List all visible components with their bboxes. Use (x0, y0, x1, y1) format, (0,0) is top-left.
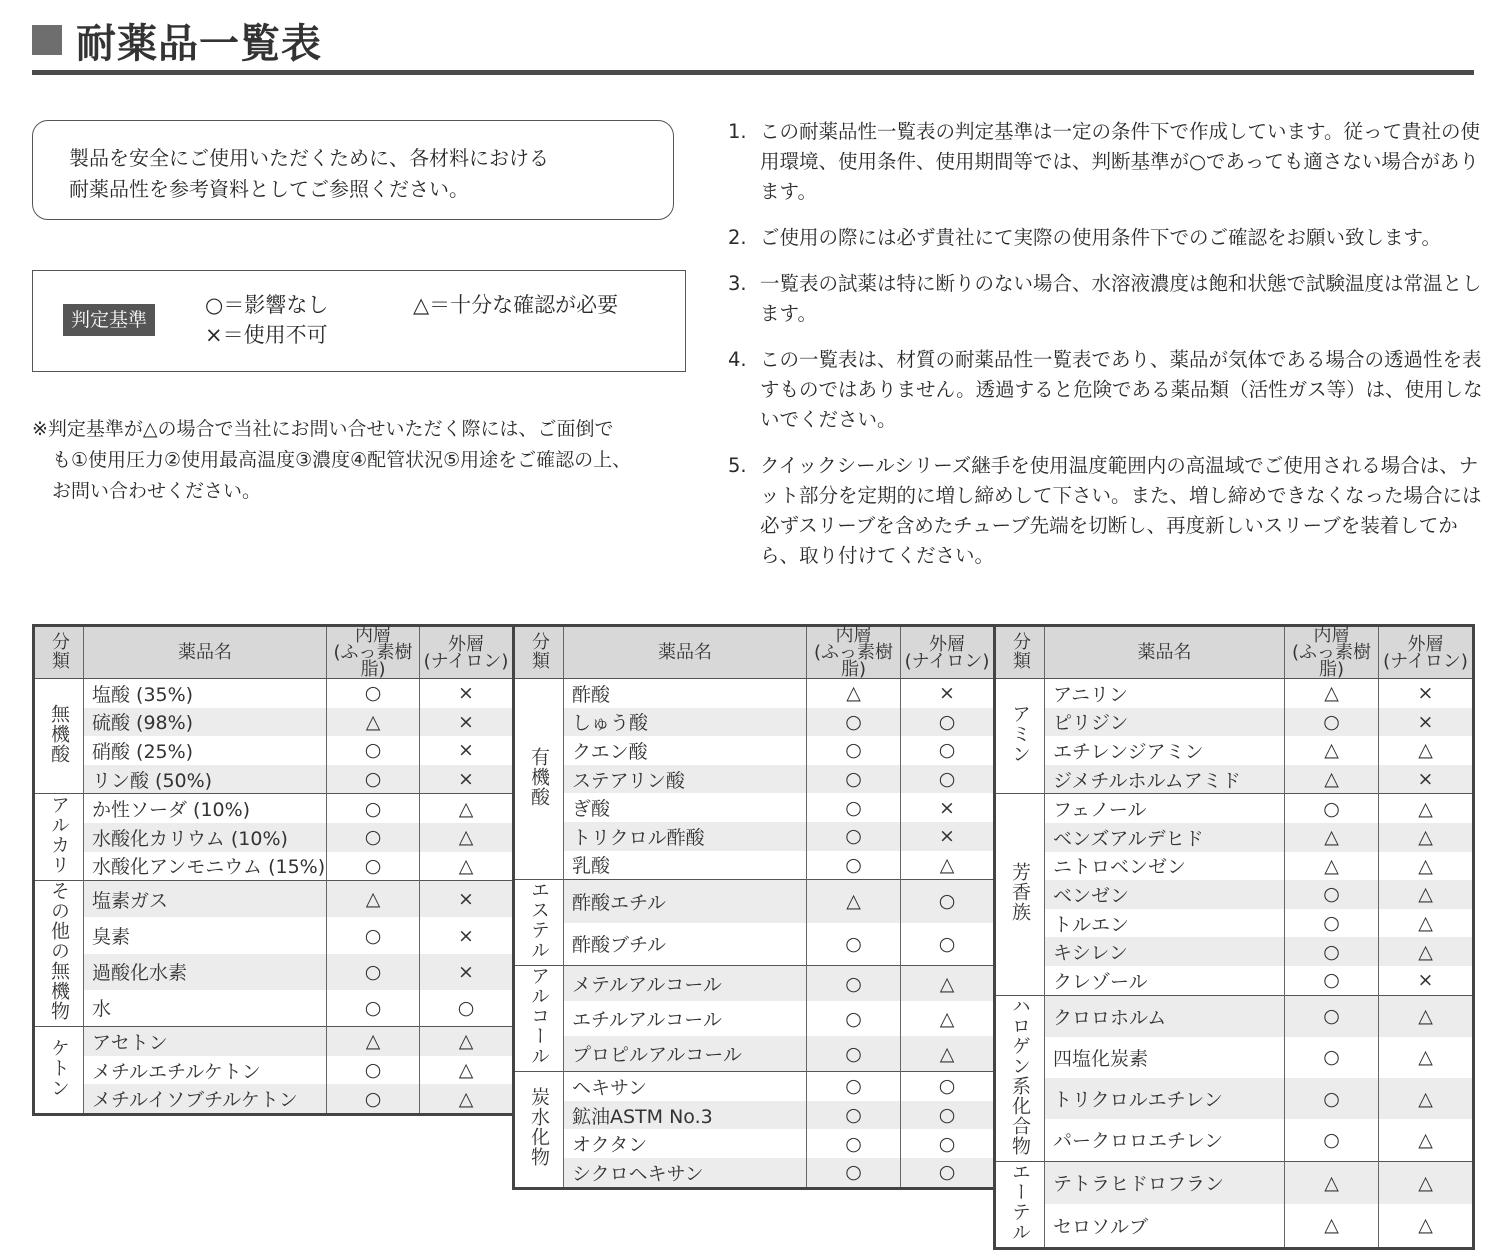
chemical-name: トリクロルエチレン (1045, 1078, 1285, 1119)
chemical-name: エチレンジアミン (1045, 736, 1285, 765)
outer-rating: △ (1379, 937, 1474, 966)
inner-rating: ○ (1285, 880, 1379, 909)
inner-rating: ○ (327, 1084, 420, 1114)
inner-rating: ○ (807, 1158, 901, 1188)
inner-rating: ○ (807, 793, 901, 822)
table-row (514, 1101, 995, 1130)
outer-rating: ○ (901, 1129, 995, 1158)
inner-rating: ○ (327, 954, 420, 990)
table-row (514, 793, 995, 822)
note-text: ご使用の際には必ず貴社にて実際の使用条件下でのご確認をお願い致します。 (760, 226, 1441, 249)
table-body (995, 679, 1474, 1249)
header-inner-title: 内層 (835, 625, 872, 646)
inner-rating: △ (1285, 679, 1379, 708)
table-row (34, 852, 514, 881)
chemical-name: ベンズアルデヒド (1045, 823, 1285, 852)
note-number: 4. (728, 348, 747, 371)
table-row (995, 1078, 1474, 1119)
table-row (514, 1001, 995, 1036)
note-text: この一覧表は、材質の耐薬品性一覧表であり、薬品が気体である場合の透過性を表すものではありません。透過すると危険である薬品類（活性ガス等）は、使用しないでください。 (760, 348, 1483, 431)
outer-rating: △ (1379, 794, 1474, 823)
outer-rating: × (1379, 679, 1474, 708)
inner-rating: ○ (1285, 1078, 1379, 1119)
chemical-name: クレゾール (1045, 966, 1285, 995)
header-name: 薬品名 (84, 626, 327, 679)
outer-rating: △ (1379, 880, 1474, 909)
table-body (34, 679, 514, 1115)
outer-rating: ○ (901, 708, 995, 737)
outer-rating: × (901, 822, 995, 851)
chemical-name: しゅう酸 (564, 708, 807, 737)
inner-rating: ○ (807, 822, 901, 851)
category-label: 芳香族 (1009, 861, 1031, 922)
category-label: ハロゲン系化合物 (1009, 995, 1031, 1156)
inner-rating: ○ (327, 765, 420, 794)
chemical-name: トルエン (1045, 909, 1285, 938)
table-row (34, 881, 514, 918)
outer-rating: × (901, 793, 995, 822)
outer-rating: △ (1379, 1078, 1474, 1119)
inner-rating: ○ (1285, 708, 1379, 737)
chemical-name: 硫酸 (98%) (84, 708, 327, 737)
chemical-name: ジメチルホルムアミド (1045, 765, 1285, 794)
outer-rating: △ (901, 851, 995, 880)
category-label: 炭水化物 (528, 1086, 550, 1167)
inner-rating: △ (327, 1027, 420, 1056)
category-cell (995, 794, 1045, 995)
chemical-name: ベンゼン (1045, 880, 1285, 909)
outer-rating: △ (420, 1084, 514, 1114)
category-cell (514, 966, 564, 1072)
inner-rating: △ (1285, 736, 1379, 765)
category-label: エステル (528, 880, 550, 961)
inner-rating: ○ (807, 1072, 901, 1101)
header-outer (420, 626, 514, 679)
chemical-name: キシレン (1045, 937, 1285, 966)
header-outer-title: 外層 (1407, 633, 1444, 655)
category-cell (995, 1161, 1045, 1248)
chemical-name: 水酸化カリウム (10%) (84, 823, 327, 852)
table-row (995, 966, 1474, 995)
table-row (34, 1084, 514, 1114)
chemical-name: テトラヒドロフラン (1045, 1161, 1285, 1204)
table-header (34, 626, 514, 679)
table-row (34, 794, 514, 823)
table-row (995, 1204, 1474, 1248)
category-cell (995, 995, 1045, 1161)
inner-rating: ○ (807, 923, 901, 966)
table-row (34, 823, 514, 852)
inner-rating: △ (327, 881, 420, 918)
chemical-name: 水 (84, 990, 327, 1027)
outer-rating: △ (1379, 852, 1474, 881)
table-row (34, 736, 514, 765)
footnote-line: も①使用圧力②使用最高温度③濃度④配管状況⑤用途をご確認の上、 (52, 449, 632, 471)
criteria-label: 判定基準 (63, 304, 155, 336)
chemical-name: メテルアルコール (564, 966, 807, 1002)
table-row (995, 995, 1474, 1037)
header-inner (327, 626, 420, 679)
inner-rating: ○ (327, 990, 420, 1027)
inner-rating: ○ (1285, 1119, 1379, 1161)
inner-rating: ○ (1285, 909, 1379, 938)
table-row (995, 909, 1474, 938)
chemical-name: 硝酸 (25%) (84, 736, 327, 765)
category-cell (514, 880, 564, 966)
table-row (34, 1056, 514, 1085)
chemical-name: エチルアルコール (564, 1001, 807, 1036)
chemical-name: リン酸 (50%) (84, 765, 327, 794)
chemical-name: ピリジン (1045, 708, 1285, 737)
category-cell (34, 794, 84, 881)
header-outer (1379, 626, 1474, 679)
header-outer-material: (ナイロン) (423, 650, 509, 672)
criteria-legend (32, 270, 686, 372)
outer-rating: × (1379, 966, 1474, 995)
inner-rating: ○ (327, 917, 420, 953)
outer-rating: ○ (420, 990, 514, 1027)
header-outer-title: 外層 (448, 633, 484, 655)
outer-rating: △ (420, 1027, 514, 1056)
table-row (514, 923, 995, 966)
header-outer-title: 外層 (929, 633, 965, 655)
chemical-name: シクロヘキサン (564, 1158, 807, 1188)
inner-rating: ○ (327, 736, 420, 765)
outer-rating: ○ (901, 880, 995, 923)
outer-rating: △ (420, 852, 514, 881)
chemical-name: 水酸化アンモニウム (15%) (84, 852, 327, 881)
header-row (995, 626, 1474, 679)
table-row (995, 736, 1474, 765)
table-row (514, 1036, 995, 1072)
inner-rating: ○ (807, 1101, 901, 1130)
outer-rating: ○ (901, 923, 995, 966)
category-cell (514, 679, 564, 880)
outer-rating: △ (1379, 995, 1474, 1037)
table-row (995, 823, 1474, 852)
header-outer-material: (ナイロン) (904, 650, 990, 672)
inner-rating: ○ (1285, 995, 1379, 1037)
outer-rating: △ (420, 1056, 514, 1085)
chemical-name: 過酸化水素 (84, 954, 327, 990)
outer-rating: △ (1379, 736, 1474, 765)
inner-rating: ○ (1285, 937, 1379, 966)
table-row (34, 1027, 514, 1056)
outer-rating: ○ (901, 765, 995, 794)
chemical-name: クエン酸 (564, 736, 807, 765)
outer-rating: × (420, 679, 514, 708)
title-square-icon (32, 25, 62, 55)
header-category (995, 626, 1045, 679)
table-row (995, 937, 1474, 966)
chemical-name: アニリン (1045, 679, 1285, 708)
category-label: アミン (1009, 703, 1031, 764)
category-cell (995, 679, 1045, 794)
table-body (514, 679, 995, 1189)
note-item (728, 345, 1494, 435)
chemical-name: 四塩化炭素 (1045, 1037, 1285, 1078)
note-text: この耐薬品性一覧表の判定基準は一定の条件下で作成しています。従って貴社の使用環境、使用条件、使用期間等では、判断基準が○であっても適さない場合があります。 (760, 120, 1480, 203)
inner-rating: ○ (327, 823, 420, 852)
chemical-name: ヘキサン (564, 1072, 807, 1101)
outer-rating: ○ (901, 736, 995, 765)
note-item (728, 223, 1494, 253)
inner-rating: ○ (1285, 966, 1379, 995)
table-row (514, 966, 995, 1002)
header-name: 薬品名 (564, 626, 807, 679)
header-category-label: 分類 (49, 632, 70, 670)
inner-rating: △ (1285, 1161, 1379, 1204)
outer-rating: × (1379, 708, 1474, 737)
inner-rating: ○ (327, 679, 420, 708)
table-row (34, 954, 514, 990)
header-inner (1285, 626, 1379, 679)
table-row (514, 1129, 995, 1158)
header-row (34, 626, 514, 679)
chemical-name: 臭素 (84, 917, 327, 953)
criteria-circle: ○＝影響なし (205, 293, 329, 317)
outer-rating: △ (1379, 1037, 1474, 1078)
table-row (995, 1161, 1474, 1204)
outer-rating: △ (1379, 1161, 1474, 1204)
outer-rating: × (420, 881, 514, 918)
category-cell (514, 1072, 564, 1188)
table-row (34, 765, 514, 794)
inner-rating: ○ (807, 765, 901, 794)
outer-rating: × (420, 736, 514, 765)
outer-rating: × (420, 708, 514, 737)
table-row (995, 679, 1474, 708)
header-name: 薬品名 (1045, 626, 1285, 679)
table-row (995, 1119, 1474, 1161)
outer-rating: × (420, 954, 514, 990)
table-row (995, 852, 1474, 881)
chemical-name: 酢酸 (564, 679, 807, 708)
outer-rating: △ (1379, 909, 1474, 938)
inner-rating: ○ (807, 1001, 901, 1036)
chemical-name: トリクロル酢酸 (564, 822, 807, 851)
table-row (995, 765, 1474, 794)
chemical-name: プロピルアルコール (564, 1036, 807, 1072)
chemical-name: オクタン (564, 1129, 807, 1158)
category-label: ケトン (48, 1037, 70, 1098)
outer-rating: ○ (901, 1072, 995, 1101)
header-outer (901, 626, 995, 679)
header-inner-material: (ふっ素樹脂) (813, 642, 894, 680)
title-divider (32, 70, 1474, 75)
table-row (514, 679, 995, 708)
chemical-name: メチルイソブチルケトン (84, 1084, 327, 1114)
outer-rating: △ (1379, 1119, 1474, 1161)
category-cell (34, 881, 84, 1027)
table-row (514, 822, 995, 851)
inner-rating: ○ (807, 851, 901, 880)
inner-rating: ○ (807, 1036, 901, 1072)
category-label: アルカリ (48, 794, 70, 875)
intro-box (32, 120, 674, 220)
chemical-table-2 (512, 624, 996, 1190)
outer-rating: × (1379, 765, 1474, 794)
header-inner (807, 626, 901, 679)
category-label: エーテル (1009, 1161, 1031, 1242)
outer-rating: △ (901, 1036, 995, 1072)
category-label: 無機酸 (48, 703, 70, 764)
category-label: 有機酸 (528, 746, 550, 807)
header-inner-material: (ふっ素樹脂) (333, 642, 413, 680)
table-header (514, 626, 995, 679)
outer-rating: △ (420, 823, 514, 852)
category-cell (34, 1027, 84, 1115)
table-row (995, 708, 1474, 737)
inner-rating: ○ (1285, 1037, 1379, 1078)
table-row (34, 708, 514, 737)
footnote-line: お問い合わせください。 (52, 480, 262, 502)
intro-line: 耐薬品性を参考資料としてご参照ください。 (69, 177, 469, 201)
chemical-name: 酢酸ブチル (564, 923, 807, 966)
footnote (32, 414, 712, 507)
criteria-cross: ×＝使用不可 (205, 323, 328, 347)
note-number: 2. (728, 226, 747, 249)
outer-rating: × (420, 765, 514, 794)
header-category (514, 626, 564, 679)
table-row (514, 1072, 995, 1101)
chemical-name: 酢酸エチル (564, 880, 807, 923)
header-inner-title: 内層 (355, 625, 391, 646)
inner-rating: ○ (807, 1129, 901, 1158)
header-outer-material: (ナイロン) (1383, 650, 1468, 672)
intro-line: 製品を安全にご使用いただくために、各材料における (69, 146, 549, 170)
category-label: その他の無機物 (48, 881, 70, 1022)
chemical-name: アセトン (84, 1027, 327, 1056)
footnote-line: ※判定基準が△の場合で当社にお問い合せいただく際には、ご面倒で (32, 418, 614, 440)
outer-rating: △ (420, 794, 514, 823)
note-text: 一覧表の試薬は特に断りのない場合、水溶液濃度は飽和状態で試験温度は常温とします。 (760, 272, 1482, 325)
outer-rating: × (901, 679, 995, 708)
inner-rating: △ (1285, 823, 1379, 852)
table-row (514, 708, 995, 737)
table-row (514, 851, 995, 880)
chemical-name: 塩酸 (35%) (84, 679, 327, 708)
outer-rating: ○ (901, 1101, 995, 1130)
table-row (995, 880, 1474, 909)
outer-rating: △ (1379, 1204, 1474, 1248)
header-category-label: 分類 (1010, 632, 1031, 670)
inner-rating: ○ (807, 708, 901, 737)
inner-rating: ○ (807, 966, 901, 1002)
note-number: 5. (728, 454, 747, 477)
header-inner-title: 内層 (1313, 625, 1350, 646)
table-header (995, 626, 1474, 679)
table-row (34, 917, 514, 953)
chemical-name: ステアリン酸 (564, 765, 807, 794)
note-number: 1. (728, 120, 747, 143)
inner-rating: ○ (327, 1056, 420, 1085)
note-text: クイックシールシリーズ継手を使用温度範囲内の高温域でご使用される場合は、ナット部分を定期的に増し締めして下さい。また、増し締めできなくなった場合には必ずスリーブを含めたチューブ先端を切断し、再度新しいスリーブを装着してから、取り付けてください。 (760, 454, 1482, 567)
chemical-name: メチルエチルケトン (84, 1056, 327, 1085)
inner-rating: △ (1285, 765, 1379, 794)
inner-rating: ○ (327, 852, 420, 881)
inner-rating: ○ (327, 794, 420, 823)
chemical-name: 塩素ガス (84, 881, 327, 918)
criteria-triangle: △＝十分な確認が必要 (413, 293, 619, 317)
table-row (514, 1158, 995, 1188)
outer-rating: △ (901, 966, 995, 1002)
category-label: アルコール (528, 966, 550, 1067)
note-item (728, 269, 1494, 329)
inner-rating: ○ (1285, 794, 1379, 823)
table-row (34, 990, 514, 1027)
note-item (728, 451, 1494, 571)
note-item (728, 117, 1494, 207)
outer-rating: △ (901, 1001, 995, 1036)
chemical-name: 鉱油ASTM No.3 (564, 1101, 807, 1130)
inner-rating: ○ (807, 736, 901, 765)
table-row (995, 1037, 1474, 1078)
inner-rating: △ (807, 880, 901, 923)
chemical-name: 乳酸 (564, 851, 807, 880)
table-row (995, 794, 1474, 823)
chemical-name: フェノール (1045, 794, 1285, 823)
chemical-table-1 (32, 624, 515, 1116)
chemical-name: ぎ酸 (564, 793, 807, 822)
chemical-name: パークロロエチレン (1045, 1119, 1285, 1161)
header-category-label: 分類 (529, 632, 550, 670)
outer-rating: × (420, 917, 514, 953)
chemical-name: ニトロベンゼン (1045, 852, 1285, 881)
table-row (34, 679, 514, 708)
inner-rating: △ (1285, 852, 1379, 881)
outer-rating: △ (1379, 823, 1474, 852)
chemical-name: か性ソーダ (10%) (84, 794, 327, 823)
inner-rating: △ (1285, 1204, 1379, 1248)
header-category (34, 626, 84, 679)
header-inner-material: (ふっ素樹脂) (1291, 642, 1372, 680)
inner-rating: △ (327, 708, 420, 737)
outer-rating: ○ (901, 1158, 995, 1188)
note-number: 3. (728, 272, 747, 295)
inner-rating: △ (807, 679, 901, 708)
chemical-name: クロロホルム (1045, 995, 1285, 1037)
table-row (514, 765, 995, 794)
page-title: 耐薬品一覧表 (76, 20, 322, 67)
page-header (32, 14, 322, 66)
table-row (514, 736, 995, 765)
header-row (514, 626, 995, 679)
chemical-table-3 (993, 624, 1475, 1250)
notes-list (728, 117, 1494, 587)
chemical-name: セロソルブ (1045, 1204, 1285, 1248)
table-row (514, 880, 995, 923)
category-cell (34, 679, 84, 794)
